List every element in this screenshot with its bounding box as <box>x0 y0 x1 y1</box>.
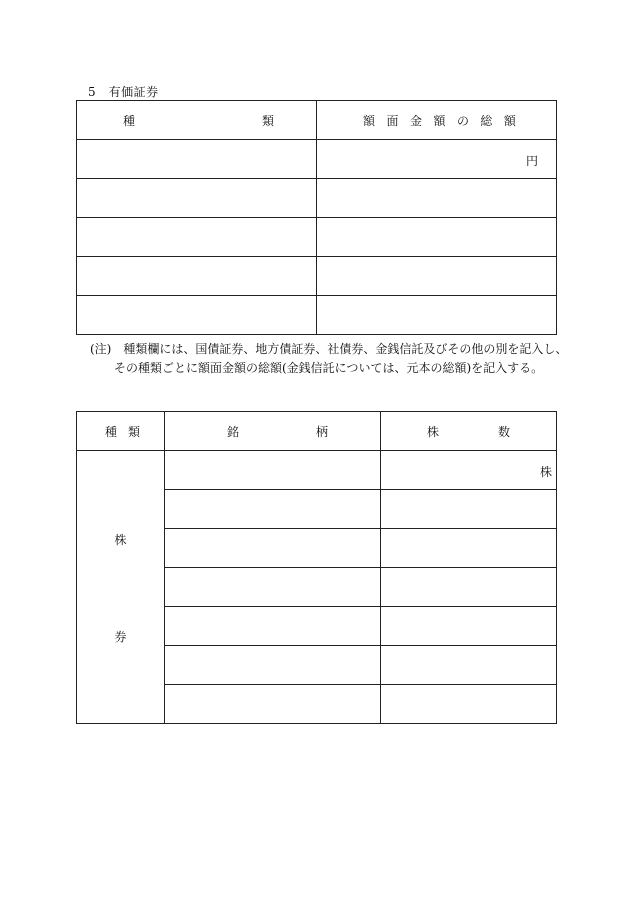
brand-cell-input[interactable] <box>165 646 381 685</box>
kind-label-char-1: 株 <box>114 533 127 547</box>
brand-cell-input[interactable] <box>165 685 381 724</box>
total-cell-input[interactable] <box>317 179 557 218</box>
brand-cell-input[interactable] <box>165 451 381 490</box>
header-total-char: の <box>456 113 469 128</box>
kind-cell-input[interactable] <box>77 140 317 179</box>
note-line-2: その種類ごとに額面金額の総額(金銭信託については、元本の総額)を記入する。 <box>114 361 544 375</box>
header-total-char: 額 <box>503 113 516 128</box>
header-brand-char-2: 柄 <box>315 424 328 439</box>
header-total-char: 額 <box>363 113 376 128</box>
securities-header-row <box>77 101 557 140</box>
shares-cell-input[interactable] <box>381 529 557 568</box>
securities-table <box>76 100 557 335</box>
section-title: 5 有価証券 <box>88 85 159 99</box>
kind-cell-input[interactable] <box>77 218 317 257</box>
header-brand-char-1: 銘 <box>227 424 240 439</box>
shares-cell-input[interactable] <box>381 685 557 724</box>
unit-yen: 円 <box>525 154 538 168</box>
brand-cell-input[interactable] <box>165 490 381 529</box>
note <box>90 340 567 378</box>
total-cell-input[interactable] <box>317 257 557 296</box>
header-shares-char-1: 株 <box>427 424 440 439</box>
shares-cell-input[interactable] <box>381 568 557 607</box>
table-row <box>77 257 557 296</box>
kind-label-char-2: 券 <box>114 630 127 644</box>
total-cell-input[interactable] <box>317 140 557 179</box>
brand-cell-input[interactable] <box>165 529 381 568</box>
table-row <box>77 296 557 335</box>
header-total-char: 面 <box>386 113 399 128</box>
shares-cell-input[interactable] <box>381 607 557 646</box>
brand-cell-input[interactable] <box>165 568 381 607</box>
header-total-char: 総 <box>480 113 493 128</box>
stocks-header-row <box>77 412 557 451</box>
header-kind <box>77 101 317 140</box>
header-kind-char-1: 種 <box>123 113 136 128</box>
kind-cell-input[interactable] <box>77 179 317 218</box>
kind-stock-certificates <box>77 451 165 724</box>
brand-cell-input[interactable] <box>165 607 381 646</box>
table-row <box>77 140 557 179</box>
shares-cell-input[interactable] <box>381 646 557 685</box>
shares-cell-input[interactable] <box>381 490 557 529</box>
total-cell-input[interactable] <box>317 218 557 257</box>
header-kind-char-2: 類 <box>261 113 274 128</box>
header-shares <box>381 412 557 451</box>
table-row <box>77 218 557 257</box>
header-kind-char-2: 類 <box>127 424 140 439</box>
header-total-face-value <box>317 101 557 140</box>
header-brand <box>165 412 381 451</box>
shares-cell-input[interactable] <box>381 451 557 490</box>
kind-cell-input[interactable] <box>77 257 317 296</box>
table-row <box>77 179 557 218</box>
unit-shares: 株 <box>539 465 552 479</box>
note-line-1: (注) 種類欄には、国債証券、地方債証券、社債券、金銭信託及びその他の別を記入し、 <box>90 342 568 356</box>
total-cell-input[interactable] <box>317 296 557 335</box>
stocks-table <box>76 411 557 724</box>
header-kind <box>77 412 165 451</box>
header-total-char: 額 <box>433 113 446 128</box>
header-total-char: 金 <box>409 113 422 128</box>
table-row <box>77 451 557 490</box>
kind-cell-input[interactable] <box>77 296 317 335</box>
header-kind-char-1: 種 <box>105 424 118 439</box>
header-shares-char-2: 数 <box>497 424 510 439</box>
